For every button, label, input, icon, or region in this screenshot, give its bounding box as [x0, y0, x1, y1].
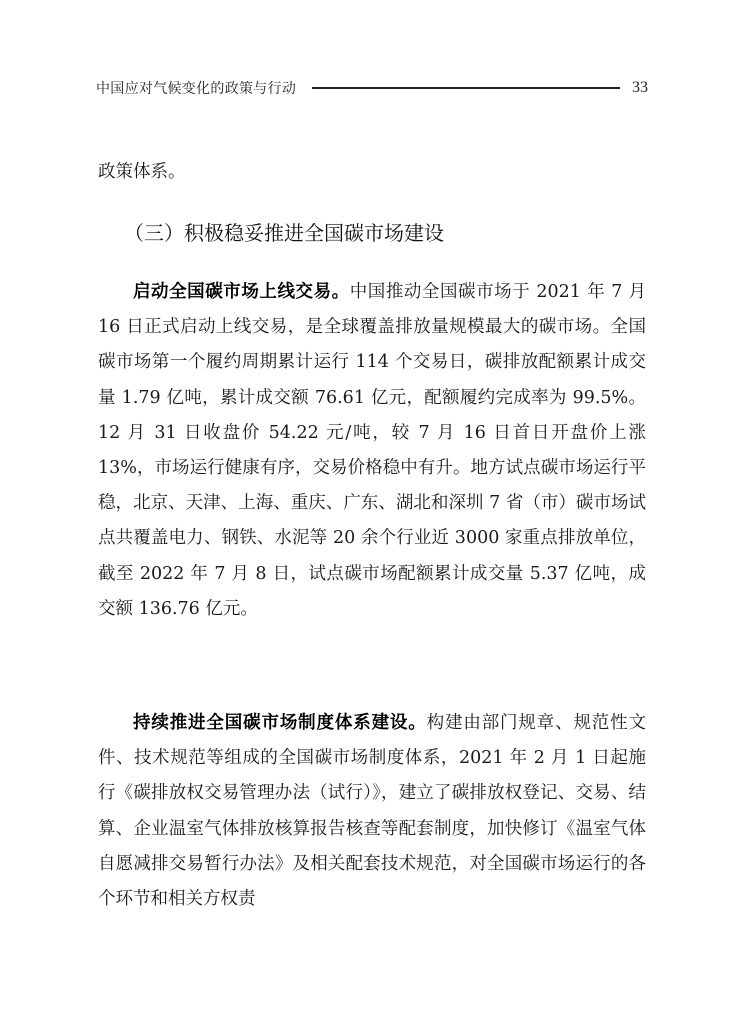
paragraph-lead: 启动全国碳市场上线交易。 [133, 282, 350, 302]
header-title: 中国应对气候变化的政策与行动 [96, 81, 297, 97]
running-header [96, 76, 648, 100]
paragraph-carbon-market-system [98, 706, 646, 917]
page-number: 33 [632, 79, 648, 96]
header-rule [312, 87, 620, 89]
continuation-text-content: 政策体系。 [98, 162, 186, 182]
section-heading: （三）积极稳妥推进全国碳市场建设 [124, 221, 444, 245]
paragraph-lead: 持续推进全国碳市场制度体系建设。 [133, 713, 427, 733]
paragraph-carbon-market-launch [98, 275, 646, 627]
paragraph-text: 构建由部门规章、规范性文件、技术规范等组成的全国碳市场制度体系，2021 年 2 月 1 日起施行《碳排放权交易管理办法（试行）》，建立了碳排放权登记、交易、结算、企业温室气体排放核算报告核查等配套制度，加快修订《温室气体自愿减排交易暂行办法》及相关配套技术规范，对全国碳市场运行的各个环节和相关方权责 [98, 713, 647, 910]
paragraph-text: 中国推动全国碳市场于 2021 年 7 月 16 日正式启动上线交易，是全球覆盖排放量规模最大的碳市场。全国碳市场第一个履约周期累计运行 114 个交易日，碳排放配额累计成交量 1.79 亿吨，累计成交额 76.61 亿元，配额履约完成率为 99.5%。12 月 31 日收盘价 54.22 元/吨，较 7 月 16 日首日开盘价上涨 13%，市场运行健康有序，交易价格稳中有升。地方试点碳市场运行平稳，北京、天津、上海、重庆、广东、湖北和深圳 7 省（市）碳市场试点共覆盖电力、钢铁、水泥等 20 余个行业近 3000 家重点排放单位，截至 2022 年 7 月 8 日，试点碳市场配额累计成交量 5.37 亿吨，成交额 136.76 亿元。 [98, 282, 647, 619]
continuation-text [98, 155, 646, 190]
